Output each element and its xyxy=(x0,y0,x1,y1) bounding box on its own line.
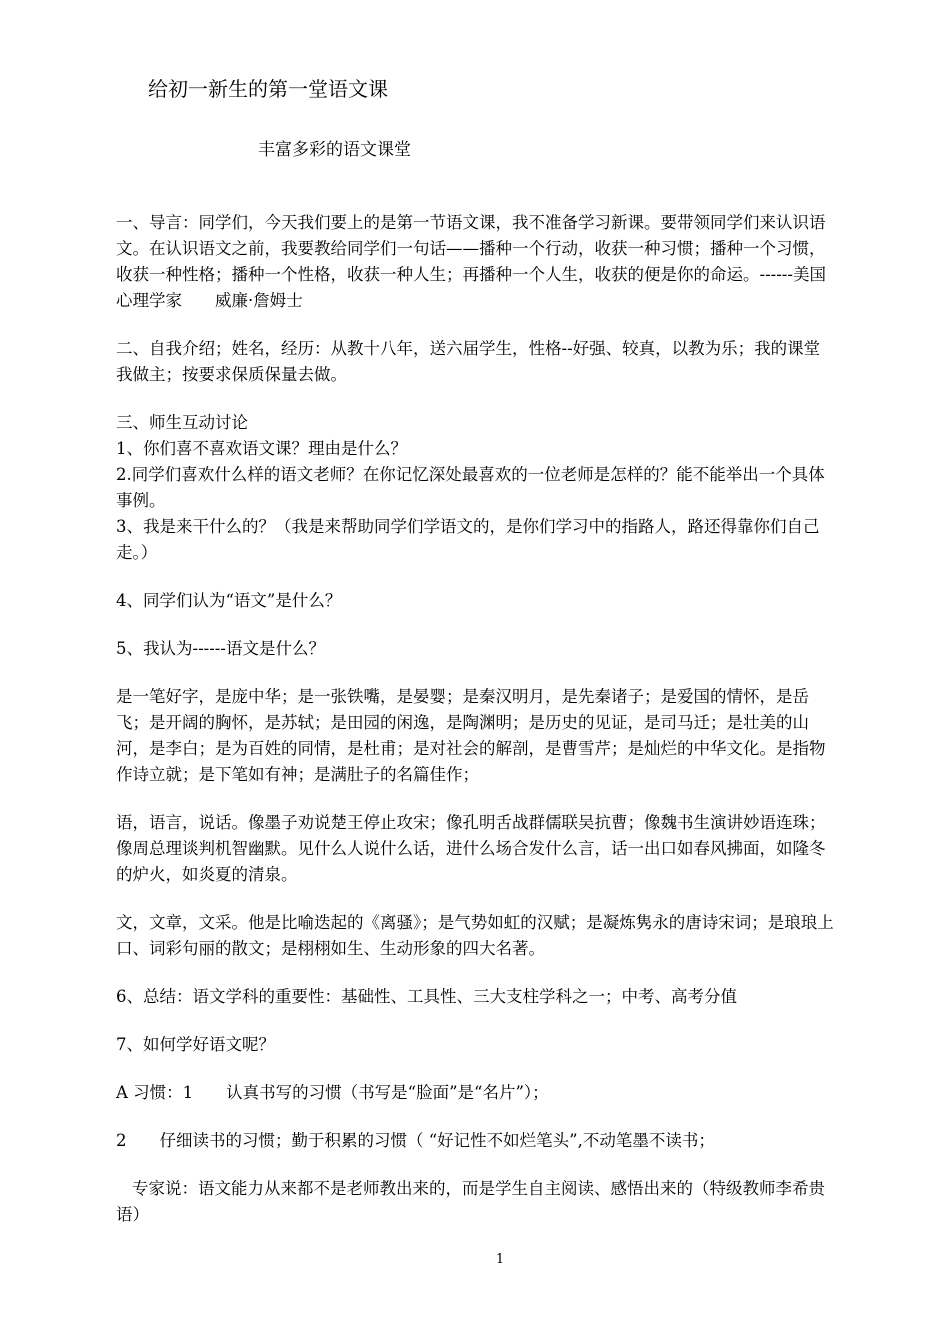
expert-quote: 专家说：语文能力从来都不是老师教出来的，而是学生自主阅读、感悟出来的（特级教师李希贵语） xyxy=(116,1179,825,1224)
document-title: 给初一新生的第一堂语文课 xyxy=(148,77,388,101)
document-subtitle: 丰富多彩的语文课堂 xyxy=(258,140,411,160)
intro-paragraph: 一、导言：同学们，今天我们要上的是第一节语文课，我不准备学习新课。要带领同学们来认识语文。在认识语文之前，我要教给同学们一句话——播种一个行动，收获一种习惯；播种一个习惯，收获一种性格；播种一个性格，收获一种人生；再播种一个人生，收获的便是你的命运。------美国心理学家 威廉·詹姆士 xyxy=(116,213,826,310)
document-body xyxy=(116,210,836,1228)
question-2: 2.同学们喜欢什么样的语文老师？在你记忆深处最喜欢的一位老师是怎样的？能不能举出一个具体事例。 xyxy=(116,465,825,510)
habit-2: 2 仔细读书的习惯；勤于积累的习惯（ “好记性不如烂笔头”,不动笔墨不读书； xyxy=(116,1131,715,1150)
question-3: 3、我是来干什么的？（我是来帮助同学们学语文的，是你们学习中的指路人，路还得靠你们自己走。） xyxy=(116,517,820,562)
question-5: 5、我认为------语文是什么？ xyxy=(116,639,325,658)
habit-a: A 习惯：1 认真书写的习惯（书写是“脸面”是“名片”）； xyxy=(116,1083,549,1102)
page-number: 1 xyxy=(495,1252,505,1267)
yu-paragraph: 语，语言，说话。像墨子劝说楚王停止攻宋；像孔明舌战群儒联吴抗曹；像魏书生演讲妙语连珠；像周总理谈判机智幽默。见什么人说什么话，进什么场合发什么言，话一出口如春风拂面，如隆冬的炉火，如炎夏的清泉。 xyxy=(116,813,826,884)
question-7: 7、如何学好语文呢？ xyxy=(116,1035,275,1054)
section3-heading: 三、师生互动讨论 xyxy=(116,413,248,432)
is-paragraph: 是一笔好字，是庞中华；是一张铁嘴，是晏婴；是秦汉明月，是先秦诸子；是爱国的情怀，是岳飞；是开阔的胸怀，是苏轼；是田园的闲逸，是陶渊明；是历史的见证，是司马迁；是壮美的山河，是李白；是为百姓的同情，是杜甫；是对社会的解剖，是曹雪芹；是灿烂的中华文化。是指物作诗立就；是下笔如有神；是满肚子的名篇佳作； xyxy=(116,687,826,784)
question-4: 4、同学们认为“语文”是什么？ xyxy=(116,591,342,610)
self-intro-paragraph: 二、自我介绍；姓名，经历：从教十八年，送六届学生，性格--好强、较真，以教为乐；我的课堂我做主；按要求保质保量去做。 xyxy=(116,339,821,384)
question-1: 1、你们喜不喜欢语文课？理由是什么？ xyxy=(116,439,407,458)
question-6: 6、总结：语文学科的重要性：基础性、工具性、三大支柱学科之一；中考、高考分值 xyxy=(116,987,737,1006)
wen-paragraph: 文，文章，文采。他是比喻迭起的《离骚》；是气势如虹的汉赋；是凝炼隽永的唐诗宋词；是琅琅上口、词彩句丽的散文；是栩栩如生、生动形象的四大名著。 xyxy=(116,913,834,958)
